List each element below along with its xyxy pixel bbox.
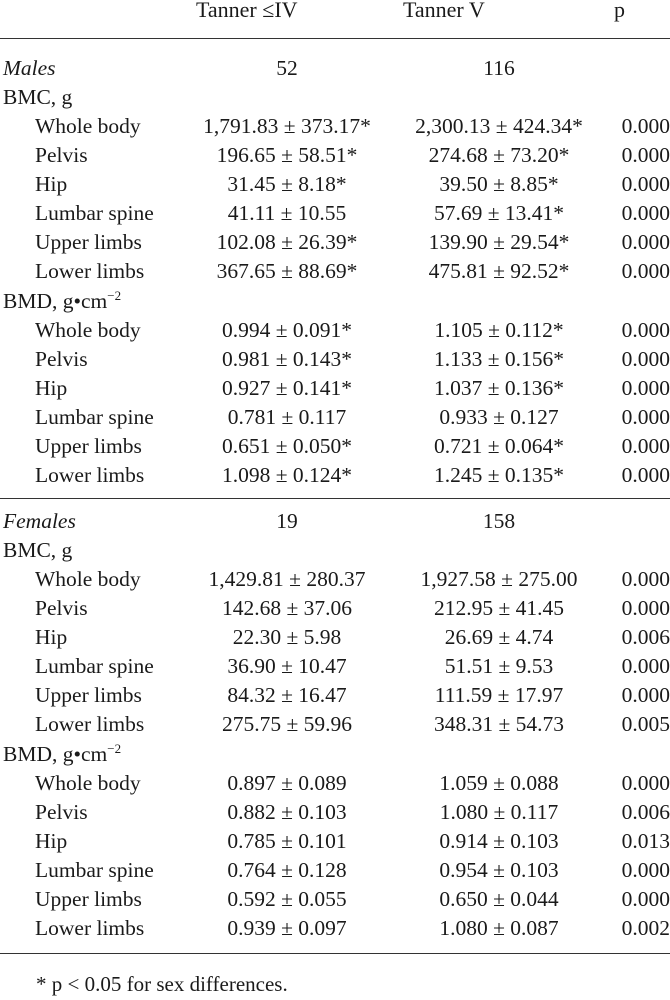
- cell-tanner-le4: 41.11 ± 10.55: [227, 201, 347, 225]
- table-row: [0, 885, 670, 914]
- table-row: [0, 623, 670, 652]
- row-label: Lower limbs: [35, 916, 145, 940]
- footnote: * p < 0.05 for sex differences.: [36, 972, 288, 996]
- group-label: Males: [3, 56, 56, 80]
- cell-tanner-5: 1.080 ± 0.117: [439, 800, 559, 824]
- row-label: Lumbar spine: [35, 201, 154, 225]
- superscript: −2: [107, 288, 122, 303]
- n-tanner-le4: 19: [276, 509, 298, 533]
- cell-tanner-le4: 275.75 ± 59.96: [221, 712, 353, 736]
- row-label: Lower limbs: [35, 259, 145, 283]
- row-label: Upper limbs: [35, 434, 142, 458]
- cell-p: 0.000: [621, 405, 670, 429]
- row-label: Upper limbs: [35, 230, 142, 254]
- cell-tanner-5: 1.245 ± 0.135*: [433, 463, 565, 487]
- cell-tanner-5: 139.90 ± 29.54*: [428, 230, 570, 254]
- table-row: [0, 827, 670, 856]
- cell-tanner-le4: 22.30 ± 5.98: [232, 625, 342, 649]
- cell-tanner-le4: 36.90 ± 10.47: [227, 654, 347, 678]
- table-row: [0, 316, 670, 345]
- row-label: Pelvis: [35, 800, 88, 824]
- table-row: [0, 112, 670, 141]
- cell-tanner-5: 111.59 ± 17.97: [434, 683, 564, 707]
- row-label: Whole body: [35, 771, 141, 795]
- row-label: Hip: [35, 625, 68, 649]
- table-row: [0, 374, 670, 403]
- section-heading-bmc: [0, 536, 670, 565]
- row-label: Lumbar spine: [35, 405, 154, 429]
- table-row: [0, 769, 670, 798]
- cell-p: 0.000: [621, 434, 670, 458]
- cell-tanner-5: 1.133 ± 0.156*: [433, 347, 565, 371]
- row-label: Pelvis: [35, 596, 88, 620]
- cell-p: 0.000: [621, 463, 670, 487]
- row-label: Hip: [35, 172, 68, 196]
- table-row: [0, 432, 670, 461]
- cell-tanner-le4: 0.927 ± 0.141*: [221, 376, 353, 400]
- cell-tanner-5: 26.69 ± 4.74: [444, 625, 554, 649]
- cell-tanner-le4: 84.32 ± 16.47: [227, 683, 347, 707]
- cell-p: 0.000: [621, 887, 670, 911]
- cell-p: 0.000: [621, 376, 670, 400]
- row-label: Lower limbs: [35, 463, 145, 487]
- section-divider: [0, 498, 670, 499]
- cell-tanner-le4: 1.098 ± 0.124*: [221, 463, 353, 487]
- cell-tanner-le4: 0.764 ± 0.128: [227, 858, 347, 882]
- cell-p: 0.000: [621, 683, 670, 707]
- table-row: [0, 565, 670, 594]
- bottom-rule: [0, 953, 670, 954]
- cell-tanner-5: 0.721 ± 0.064*: [433, 434, 565, 458]
- cell-p: 0.000: [621, 259, 670, 283]
- section-heading-bmd: [0, 287, 670, 316]
- table-row: [0, 652, 670, 681]
- section-heading-bmc: [0, 83, 670, 112]
- cell-tanner-le4: 0.882 ± 0.103: [227, 800, 347, 824]
- n-tanner-5: 158: [482, 509, 516, 533]
- cell-tanner-le4: 0.939 ± 0.097: [227, 916, 347, 940]
- cell-tanner-5: 51.51 ± 9.53: [444, 654, 554, 678]
- table-row: [0, 594, 670, 623]
- cell-p: 0.000: [621, 172, 670, 196]
- cell-p: 0.006: [621, 800, 670, 824]
- cell-tanner-5: 212.95 ± 41.45: [433, 596, 565, 620]
- table-row: [0, 856, 670, 885]
- cell-tanner-le4: 0.981 ± 0.143*: [221, 347, 353, 371]
- table-row: [0, 141, 670, 170]
- n-tanner-le4: 52: [276, 56, 298, 80]
- cell-tanner-le4: 0.592 ± 0.055: [227, 887, 347, 911]
- row-label: Pelvis: [35, 143, 88, 167]
- cell-tanner-le4: 102.08 ± 26.39*: [216, 230, 358, 254]
- cell-tanner-le4: 367.65 ± 88.69*: [216, 259, 358, 283]
- superscript: −2: [107, 741, 122, 756]
- cell-tanner-5: 39.50 ± 8.85*: [439, 172, 559, 196]
- cell-tanner-5: 2,300.13 ± 424.34*: [415, 114, 583, 138]
- cell-tanner-le4: 1,791.83 ± 373.17*: [203, 114, 371, 138]
- cell-tanner-5: 1.037 ± 0.136*: [433, 376, 565, 400]
- table-row: [0, 345, 670, 374]
- cell-tanner-le4: 0.781 ± 0.117: [227, 405, 347, 429]
- cell-tanner-5: 0.933 ± 0.127: [439, 405, 559, 429]
- cell-tanner-le4: 196.65 ± 58.51*: [216, 143, 358, 167]
- cell-tanner-le4: 0.651 ± 0.050*: [221, 434, 353, 458]
- cell-p: 0.000: [621, 771, 670, 795]
- cell-p: 0.000: [621, 654, 670, 678]
- column-header-tanner-5: Tanner V: [403, 0, 485, 22]
- table-row: [0, 681, 670, 710]
- row-label: Pelvis: [35, 347, 88, 371]
- cell-tanner-5: 475.81 ± 92.52*: [428, 259, 570, 283]
- section-heading-bmd: [0, 740, 670, 769]
- cell-p: 0.000: [621, 858, 670, 882]
- cell-p: 0.000: [621, 143, 670, 167]
- section-label: BMD, $g•cm^{-2}$: [3, 288, 122, 313]
- cell-p: 0.000: [621, 596, 670, 620]
- row-label: Whole body: [35, 114, 141, 138]
- section-label: BMD, $g•cm^{-2}$: [3, 741, 122, 766]
- row-label: Upper limbs: [35, 683, 142, 707]
- cell-p: 0.000: [621, 567, 670, 591]
- table-row: [0, 170, 670, 199]
- row-label: Whole body: [35, 567, 141, 591]
- cell-p: 0.006: [621, 625, 670, 649]
- table-row: [0, 798, 670, 827]
- row-label: Lumbar spine: [35, 858, 154, 882]
- cell-tanner-5: 1.059 ± 0.088: [439, 771, 559, 795]
- cell-p: 0.000: [621, 201, 670, 225]
- row-label: Hip: [35, 376, 68, 400]
- cell-p: 0.000: [621, 318, 670, 342]
- table-row: [0, 228, 670, 257]
- cell-tanner-le4: 31.45 ± 8.18*: [227, 172, 347, 196]
- cell-tanner-5: 57.69 ± 13.41*: [433, 201, 565, 225]
- table-row: [0, 403, 670, 432]
- cell-tanner-5: 274.68 ± 73.20*: [428, 143, 570, 167]
- row-label: Upper limbs: [35, 887, 142, 911]
- table-row: [0, 257, 670, 286]
- n-tanner-5: 116: [483, 56, 515, 80]
- table-header: [0, 0, 670, 38]
- table-row: [0, 199, 670, 228]
- table-row: [0, 461, 670, 490]
- row-label: Hip: [35, 829, 68, 853]
- cell-p: 0.005: [621, 712, 670, 736]
- cell-tanner-5: 1,927.58 ± 275.00: [420, 567, 578, 591]
- cell-p: 0.013: [621, 829, 670, 853]
- cell-p: 0.000: [621, 230, 670, 254]
- table-row: [0, 710, 670, 739]
- row-label: Lower limbs: [35, 712, 145, 736]
- cell-tanner-le4: 0.994 ± 0.091*: [221, 318, 353, 342]
- header-rule: [0, 38, 670, 39]
- row-label: Whole body: [35, 318, 141, 342]
- cell-tanner-5: 0.914 ± 0.103: [439, 829, 559, 853]
- cell-tanner-5: 348.31 ± 54.73: [433, 712, 565, 736]
- section-label: BMC, g: [3, 85, 73, 109]
- column-header-p: p: [614, 0, 625, 22]
- cell-tanner-le4: 142.68 ± 37.06: [221, 596, 353, 620]
- cell-tanner-le4: 0.897 ± 0.089: [227, 771, 347, 795]
- cell-tanner-5: 0.650 ± 0.044: [439, 887, 559, 911]
- cell-p: 0.000: [621, 347, 670, 371]
- cell-p: 0.000: [621, 114, 670, 138]
- group-row-males: [0, 54, 670, 83]
- cell-tanner-le4: 0.785 ± 0.101: [227, 829, 347, 853]
- cell-tanner-5: 0.954 ± 0.103: [439, 858, 559, 882]
- cell-tanner-5: 1.105 ± 0.112*: [434, 318, 564, 342]
- cell-tanner-5: 1.080 ± 0.087: [439, 916, 559, 940]
- row-label: Lumbar spine: [35, 654, 154, 678]
- group-row-females: [0, 507, 670, 536]
- cell-p: 0.002: [621, 916, 670, 940]
- table-row: [0, 914, 670, 943]
- section-label: BMC, g: [3, 538, 73, 562]
- group-label: Females: [3, 509, 76, 533]
- cell-tanner-le4: 1,429.81 ± 280.37: [208, 567, 366, 591]
- column-header-tanner-le4: Tanner ≤IV: [196, 0, 298, 22]
